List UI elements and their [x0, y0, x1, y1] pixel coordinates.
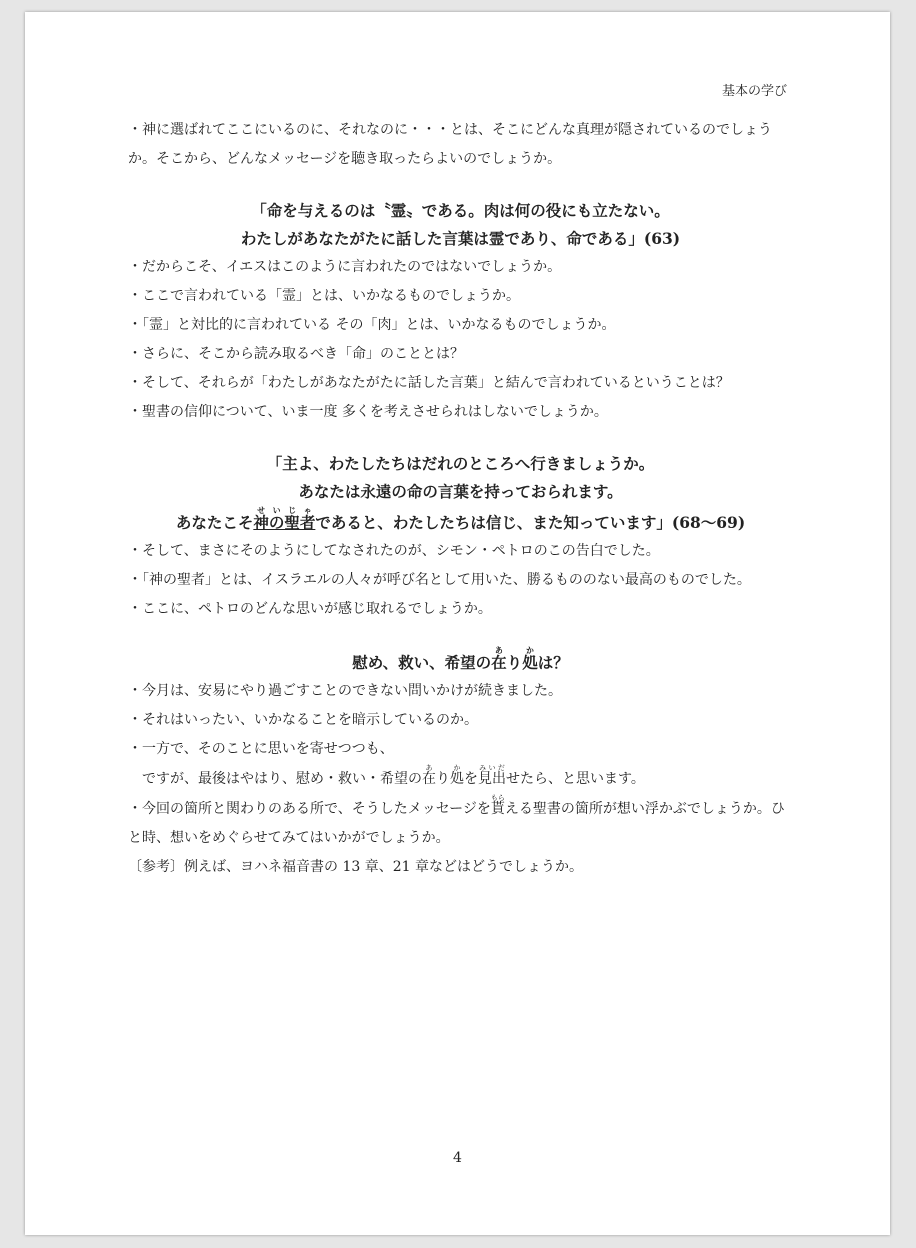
- quote-text: であると、わたしたちは信じ、また知っています」(68～69): [315, 513, 746, 532]
- list-item: ・ここに、ペトロのどんな思いが感じ取れるでしょうか。: [128, 601, 492, 617]
- list-item: ・だからこそ、イエスはこのように言われたのではないでしょうか。: [128, 259, 562, 275]
- section-comfort: [128, 646, 793, 882]
- page-body: [128, 116, 793, 882]
- ruby-text: 処か: [450, 764, 464, 787]
- list-item: ・そして、それらが「わたしがあなたがたに話した言葉」と結んで言われているということは？: [128, 375, 730, 391]
- document-page: [25, 12, 890, 1235]
- list-item: ・「霊」と対比的に言われている その「肉」とは、いかなるものでしょうか。: [128, 317, 616, 333]
- list-item: ・「神の聖者」とは、イスラエルの人々が呼び名として用いた、勝るもののない最高のものでした。: [128, 572, 751, 588]
- section-heading: 慰め、救い、希望の在あり処かは？: [352, 646, 569, 672]
- list-item: ・そして、まさにそのようにしてなされたのが、シモン・ペトロのこの告白でした。: [128, 543, 660, 559]
- scripture-quote-line-2: わたしがあなたがたに話した言葉は霊であり、命である」(63): [240, 229, 681, 248]
- scripture-quote-line-3: [128, 506, 793, 537]
- page-number: 4: [453, 1150, 462, 1166]
- running-header: 基本の学び: [721, 84, 787, 99]
- ruby-text: 在あ: [491, 646, 507, 672]
- list-item: ・今回の箇所と関わりのある所で、そうしたメッセージを貰もらえる聖書の箇所が想い浮かぶでしょうか。ひと時、想いをめぐらせてみてはいかがでしょうか。: [128, 794, 785, 846]
- scripture-quote-line-1: 「主よ、わたしたちはだれのところへ行きましょうか。: [266, 454, 655, 473]
- list-item: ・それはいったい、いかなることを暗示しているのか。: [128, 712, 478, 728]
- reference-note: 〔参考〕例えば、ヨハネ福音書の 13 章、21 章などはどうでしょうか。: [128, 859, 583, 875]
- scripture-quote-line-1: 「命を与えるのは〝霊〟である。肉は何の役にも立たない。: [251, 201, 670, 220]
- ruby-text: 見出みいだ: [478, 764, 506, 787]
- quote-text: あなたこそ: [175, 513, 254, 532]
- ruby-text: 在あ: [422, 764, 436, 787]
- section-spirit-life: [128, 196, 793, 427]
- ruby-text: 処か: [522, 646, 538, 672]
- list-item: ・一方で、そのことに思いを寄せつつも、: [128, 741, 394, 757]
- section-holy-one: [128, 449, 793, 624]
- list-item-continuation: ですが、最後はやはり、慰め・救い・希望の在あり処かを見出みいだせたら、と思います。: [142, 764, 645, 787]
- ruby-text: 貰もら: [490, 794, 505, 817]
- list-item: ・さらに、そこから読み取るべき「命」のこととは？: [128, 346, 464, 362]
- scripture-quote-line-2: あなたは永遠の命の言葉を持っておられます。: [298, 482, 623, 501]
- list-item: ・今月は、安易にやり過ごすことのできない問いかけが続きました。: [128, 683, 562, 699]
- intro-paragraph: ・神に選ばれてここにいるのに、それなのに・・・とは、そこにどんな真理が隠されているのでしょうか。そこから、どんなメッセージを聴き取ったらよいのでしょうか。: [128, 122, 772, 167]
- list-item: ・聖書の信仰について、いま一度 多くを考えさせられはしないでしょうか。: [128, 404, 608, 420]
- ruby-holy-one: 神の聖者せいじゃ: [253, 506, 316, 532]
- list-item: ・ここで言われている「霊」とは、いかなるものでしょうか。: [128, 288, 520, 304]
